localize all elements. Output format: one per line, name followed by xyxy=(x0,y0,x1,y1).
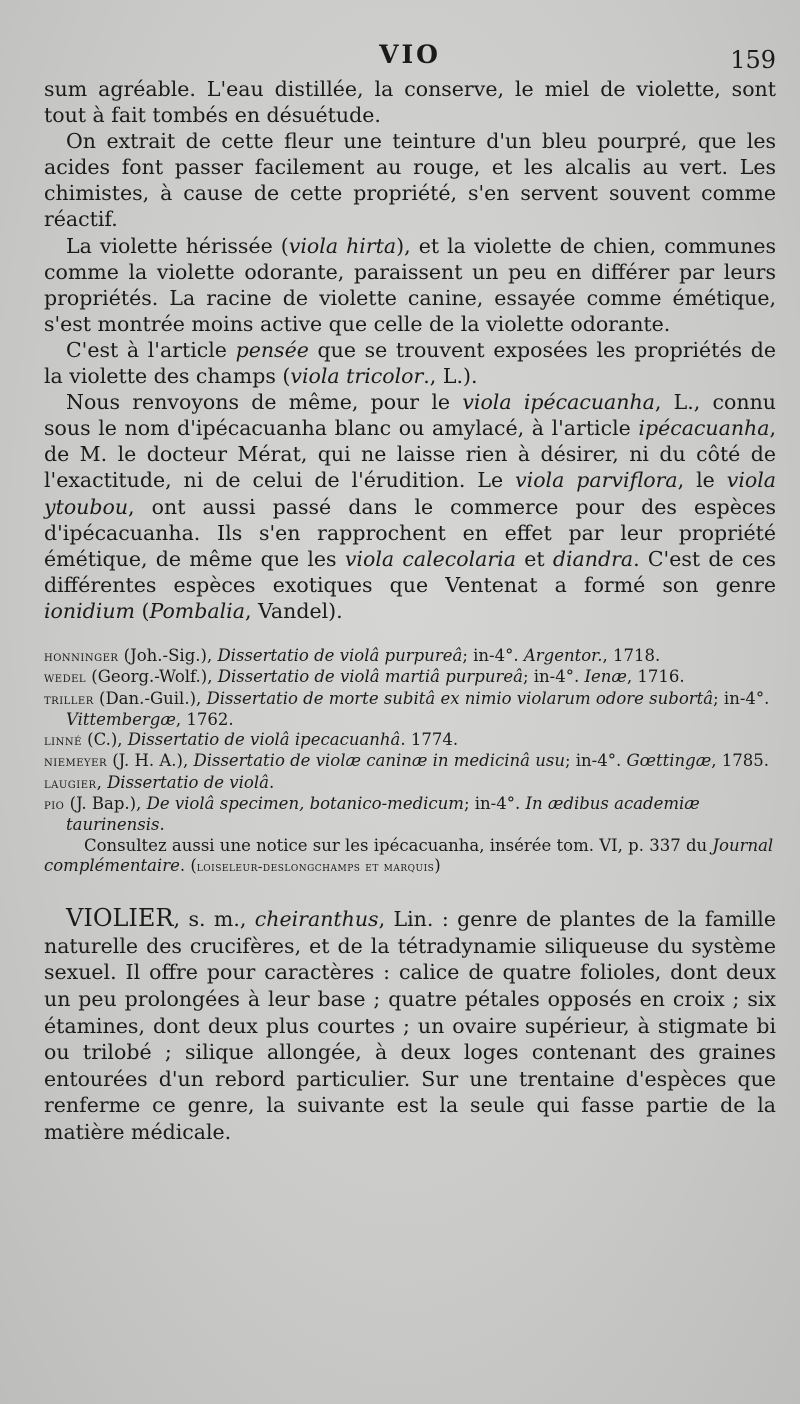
entry-author: laugier xyxy=(44,775,97,792)
text-span: et xyxy=(515,546,553,571)
italic-term: Pombalia xyxy=(149,598,245,623)
italic-term: viola tricolor xyxy=(290,364,424,389)
paragraph-5 xyxy=(44,389,776,624)
entry-title: Dissertatio de violâ martiâ purpureâ xyxy=(217,667,523,687)
entry-title: De violâ specimen, botanico-medicum xyxy=(146,794,464,814)
entry-place: Vittembergæ xyxy=(66,709,176,729)
bibliography-entry xyxy=(44,667,776,688)
text-span: , s. m., xyxy=(173,907,255,932)
entry-year: , 1718. xyxy=(602,645,661,665)
paragraph-4 xyxy=(44,337,776,389)
entry-text: ; in-4°. xyxy=(462,645,524,665)
note-text: ) xyxy=(434,855,441,875)
bibliography-entry xyxy=(44,773,776,794)
entry-author: honninger xyxy=(44,648,119,665)
entry-place: Ienæ xyxy=(584,667,627,687)
entry-title: Dissertatio de violæ caninæ in medicinâ usu xyxy=(193,751,565,771)
text-span: ., L.). xyxy=(423,364,478,389)
text-span: , ont aussi passé dans le commerce pour des espèces d'ipécacuanha. Ils s'en rapprochent en effet par leur propriété émétique, de même que les xyxy=(44,494,776,571)
entry-text: ; in-4°. xyxy=(522,667,585,687)
italic-term: pensée xyxy=(235,337,309,362)
text-span: La violette hérissée ( xyxy=(66,233,289,258)
entry-place: Argentor. xyxy=(523,645,603,665)
page-number: 159 xyxy=(730,46,776,74)
entry-year: , 1716. xyxy=(626,667,685,687)
italic-term: cheiranthus xyxy=(254,907,379,932)
entry-author: wedel xyxy=(44,670,87,687)
entry-headword: VIOLIER xyxy=(66,904,174,933)
text-span: . C'est de ces différentes espèces exotiques que Ventenat a formé son genre xyxy=(44,546,776,597)
entry-text: (J. H. A.), xyxy=(106,751,194,771)
entry-year: , 1785. xyxy=(711,751,769,771)
entry-year: , 1762. xyxy=(175,709,234,729)
paragraph-1: sum agréable. L'eau distillée, la conserve, le miel de violette, sont tout à fait tombés en désuétude. xyxy=(44,77,776,128)
entry-author: linné xyxy=(44,733,82,750)
text-span: Nous renvoyons de même, pour le xyxy=(66,390,463,415)
italic-term: ipécacuanha xyxy=(638,416,770,441)
entry-text: ; in-4°. xyxy=(713,688,770,708)
entry-text: . xyxy=(268,772,275,792)
entry-text: (Dan.-Guil.), xyxy=(93,688,207,708)
entry-text: ; in-4°. xyxy=(564,751,627,771)
italic-term: viola ipécacuanha xyxy=(462,390,655,415)
entry-author: triller xyxy=(44,691,94,708)
text-span: , de M. le docteur Mérat, qui ne laisse rien à désirer, ni du côté de l'exactitude, ni de celui de l'érudition. Le xyxy=(44,416,776,493)
entry-author: pio xyxy=(44,797,65,814)
entry-text: (Joh.-Sig.), xyxy=(118,645,218,665)
page-header xyxy=(44,40,776,74)
bibliography-note xyxy=(44,836,776,878)
entry-text: ; in-4°. xyxy=(463,794,526,814)
entry-author: niemeyer xyxy=(44,754,107,771)
entry-title: Dissertatio de morte subitâ ex nimio violarum odore subortâ xyxy=(206,688,714,708)
paragraph-2: On extrait de cette fleur une teinture d'un bleu pourpré, que les acides font passer facilement au rouge, et les alcalis au vert. Les chimistes, à cause de cette propriété, s'en servent souvent comme réactif. xyxy=(44,129,776,232)
entry-text: , xyxy=(96,772,108,792)
note-text: Consultez aussi une notice sur les ipécacuanha, insérée tom. VI, p. 337 du xyxy=(84,835,713,855)
entry-text: (C.), xyxy=(81,730,128,750)
entry-text: . xyxy=(400,730,411,750)
italic-term: ionidium xyxy=(44,598,135,623)
text-span: que se trouvent exposées les propriétés de la violette des champs ( xyxy=(44,337,776,389)
entry-text: (J. Bap.), xyxy=(64,794,147,814)
italic-term: viola ytoubou xyxy=(44,468,776,519)
text-span: , le xyxy=(677,468,727,493)
entry-place: In ædibus academiæ taurinensis xyxy=(66,794,700,835)
italic-term: viola hirta xyxy=(288,233,397,258)
bibliography-entry xyxy=(44,689,776,731)
bibliography-entry xyxy=(44,646,776,667)
text-span: ( xyxy=(134,598,150,623)
bibliography xyxy=(44,646,776,877)
note-authors: loiseleur-deslongchamps et marquis xyxy=(196,858,435,875)
violier-entry xyxy=(44,905,776,1145)
italic-term: viola calecolaria xyxy=(344,546,516,571)
text-span: , Lin. : genre de plantes de la famille naturelle des crucifères, et de la tétradynamie siliqueuse du système sexuel. Il offre pour caractères : calice de quatre folioles, dont deux un peu prolongées à leur base ; quatre pétales opposés en croix ; six étamines, dont deux plus courtes ; un ovaire supérieur, à stigmate bi ou trilobé ; silique allongée, à deux loges contenant des graines entourées d'un rebord particulier. Sur une trentaine d'espèces que renferme ce genre, la suivante est la seule qui fasse partie de la matière médicale. xyxy=(44,907,776,1144)
entry-year: 1774. xyxy=(410,730,459,750)
italic-term: diandra xyxy=(552,546,634,571)
italic-term: viola parviflora xyxy=(515,468,678,493)
text-span: , L., connu sous le nom d'ipécacuanha blanc ou amylacé, à l'article xyxy=(44,390,776,441)
note-text: . ( xyxy=(179,855,197,875)
bibliography-entry xyxy=(44,794,776,836)
bibliography-entry xyxy=(44,751,776,772)
entry-title: Dissertatio de violâ xyxy=(107,772,269,792)
entry-title: Dissertatio de violâ purpureâ xyxy=(217,645,463,665)
text-span: C'est à l'article xyxy=(66,337,236,362)
entry-title: Dissertatio de violâ ipecacuanhâ xyxy=(127,730,401,750)
entry-year: . xyxy=(159,815,165,835)
note-journal: Journal complémentaire xyxy=(44,835,774,875)
entry-place: Gœttingæ xyxy=(626,751,712,771)
entry-text: (Georg.-Wolf.), xyxy=(86,667,218,687)
paragraph-3 xyxy=(44,233,776,337)
text-span: , Vandel). xyxy=(244,598,343,623)
bibliography-entry xyxy=(44,730,776,751)
text-span: ), et la violette de chien, communes comme la violette odorante, paraissent un peu en différer par leurs propriétés. La racine de violette canine, essayée comme émétique, s'est montrée moins active que celle de la violette odorante. xyxy=(44,233,777,336)
running-head: VIO xyxy=(379,40,441,69)
